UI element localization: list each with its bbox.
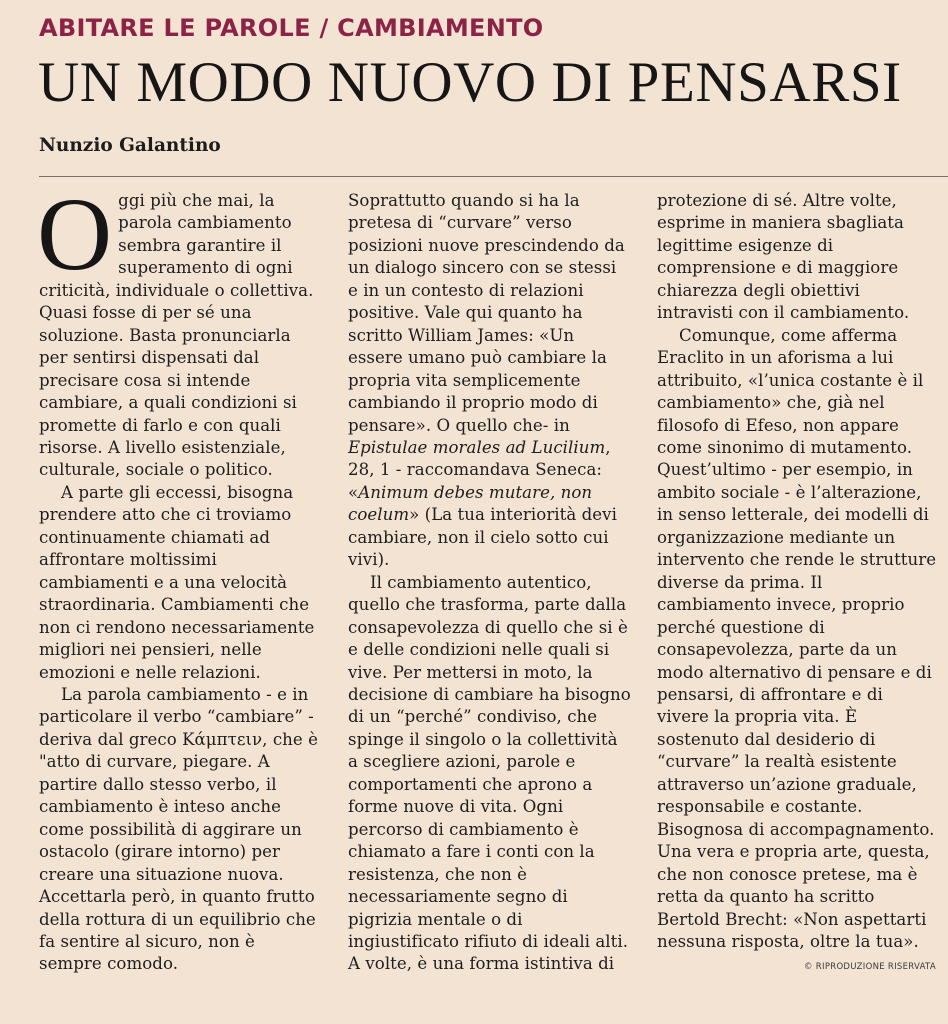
paragraph-3-text-c: » (La tua interiorità devi cambiare, non il cielo sotto cui vivi). xyxy=(348,505,617,570)
latin-quote: Animum debes mutare, non coelum xyxy=(348,482,593,525)
paragraph-3-text-b: , 28, 1 - raccomandava Seneca: « xyxy=(348,437,611,502)
paragraph-3: La parola cambiamento - e in particolare il verbo “cambiare” - deriva dal greco Κάμπτειν, che è "atto di curvare, piegare. A partire dallo stesso verbo, il cambiamento è inteso anche come possibilità di aggirare un ostacolo (girare intorno) per creare una situazione nuova. Accettarla però, in quanto frutto della rottura di un equilibrio che fa sentire al sicuro, non è sempre comodo. xyxy=(39,684,318,974)
article-column-1 xyxy=(37,177,322,976)
paragraph-5: Comunque, come afferma Eraclito in un aforisma a lui attribuito, «l’unica costante è il cambiamento» che, già nel filosofo di Efeso, non appare come sinonimo di mutamento. Quest’ultimo - per esempio, in ambito sociale - è l’alterazione, in senso letterale, dei modelli di organizzazione mediante un intervento che rende le strutture diverse da prima. Il cambiamento invece, proprio perché questione di consapevolezza, parte da un modo alternativo di pensare e di pensarsi, di affrontare e di vivere la propria vita. È sostenuto dal desiderio di “curvare” la realtà esistente attraverso un’azione graduale, responsabile e costante. Bisognosa di accompagnamento. Una vera e propria arte, questa, che non conosce pretese, ma è retta da quanto ha scritto Bertold Brecht: «Non aspettarti nessuna risposta, oltre la tua». xyxy=(657,325,937,951)
paragraph-1 xyxy=(37,177,322,482)
author-byline: Nunzio Galantino xyxy=(39,135,221,156)
article-column-2 xyxy=(348,190,631,976)
paragraph-3-continued xyxy=(348,190,631,572)
copyright-notice: © RIPRODUZIONE RISERVATA xyxy=(804,962,936,972)
article-column-3 xyxy=(657,190,940,953)
drop-cap: O xyxy=(37,177,113,292)
paragraph-4-continued: protezione di sé. Altre volte, esprime in maniera sbagliata legittime esigenze di comprensione e di maggiore chiarezza degli obiettivi intravisti con il cambiamento. xyxy=(657,191,910,323)
seneca-work-title: Epistulae morales ad Lucilium xyxy=(348,437,606,457)
paragraph-2: A parte gli eccessi, bisogna prendere atto che ci troviamo continuamente chiamati ad affrontare moltissimi cambiamenti e a una velocità straordinaria. Cambiamenti che non ci rendono necessariamente migliori nei pensieri, nelle emozioni e nelle relazioni. xyxy=(39,482,315,682)
section-kicker: ABITARE LE PAROLE / CAMBIAMENTO xyxy=(39,14,544,42)
paragraph-1-text: ggi più che mai, la parola cambiamento sembra garantire il superamento di ogni criticità, individuale o collettiva. Quasi fosse di per sé una soluzione. Basta pronunciarla per sentirsi dispensati dal precisare cosa si intende cambiare, a quali condizioni si promette di farlo e con quali risorse. A livello esistenziale, culturale, sociale o politico. xyxy=(39,191,314,480)
article-headline: UN MODO NUOVO DI PENSARSI xyxy=(38,51,902,114)
paragraph-4: Il cambiamento autentico, quello che trasforma, parte dalla consapevolezza di quello che si è e delle condizioni nelle quali si vive. Per mettersi in moto, la decisione di cambiare ha bisogno di un “perché” condiviso, che spinge il singolo o la collettività a scegliere azioni, parole e comportamenti che aprono a forme nuove di vita. Ogni percorso di cambiamento è chiamato a fare i conti con la resistenza, che non è necessariamente segno di pigrizia mentale o di ingiustificato rifiuto di ideali alti. A volte, è una forma istintiva di xyxy=(348,572,631,974)
header-divider xyxy=(39,176,948,177)
paragraph-3-text-a: Soprattutto quando si ha la pretesa di “curvare” verso posizioni nuove prescindendo da un dialogo sincero con se stessi e in un contesto di relazioni positive. Vale qui quanto ha scritto William James: «Un essere umano può cambiare la propria vita semplicemente cambiando il proprio modo di pensare». O quello che- in xyxy=(348,191,625,435)
